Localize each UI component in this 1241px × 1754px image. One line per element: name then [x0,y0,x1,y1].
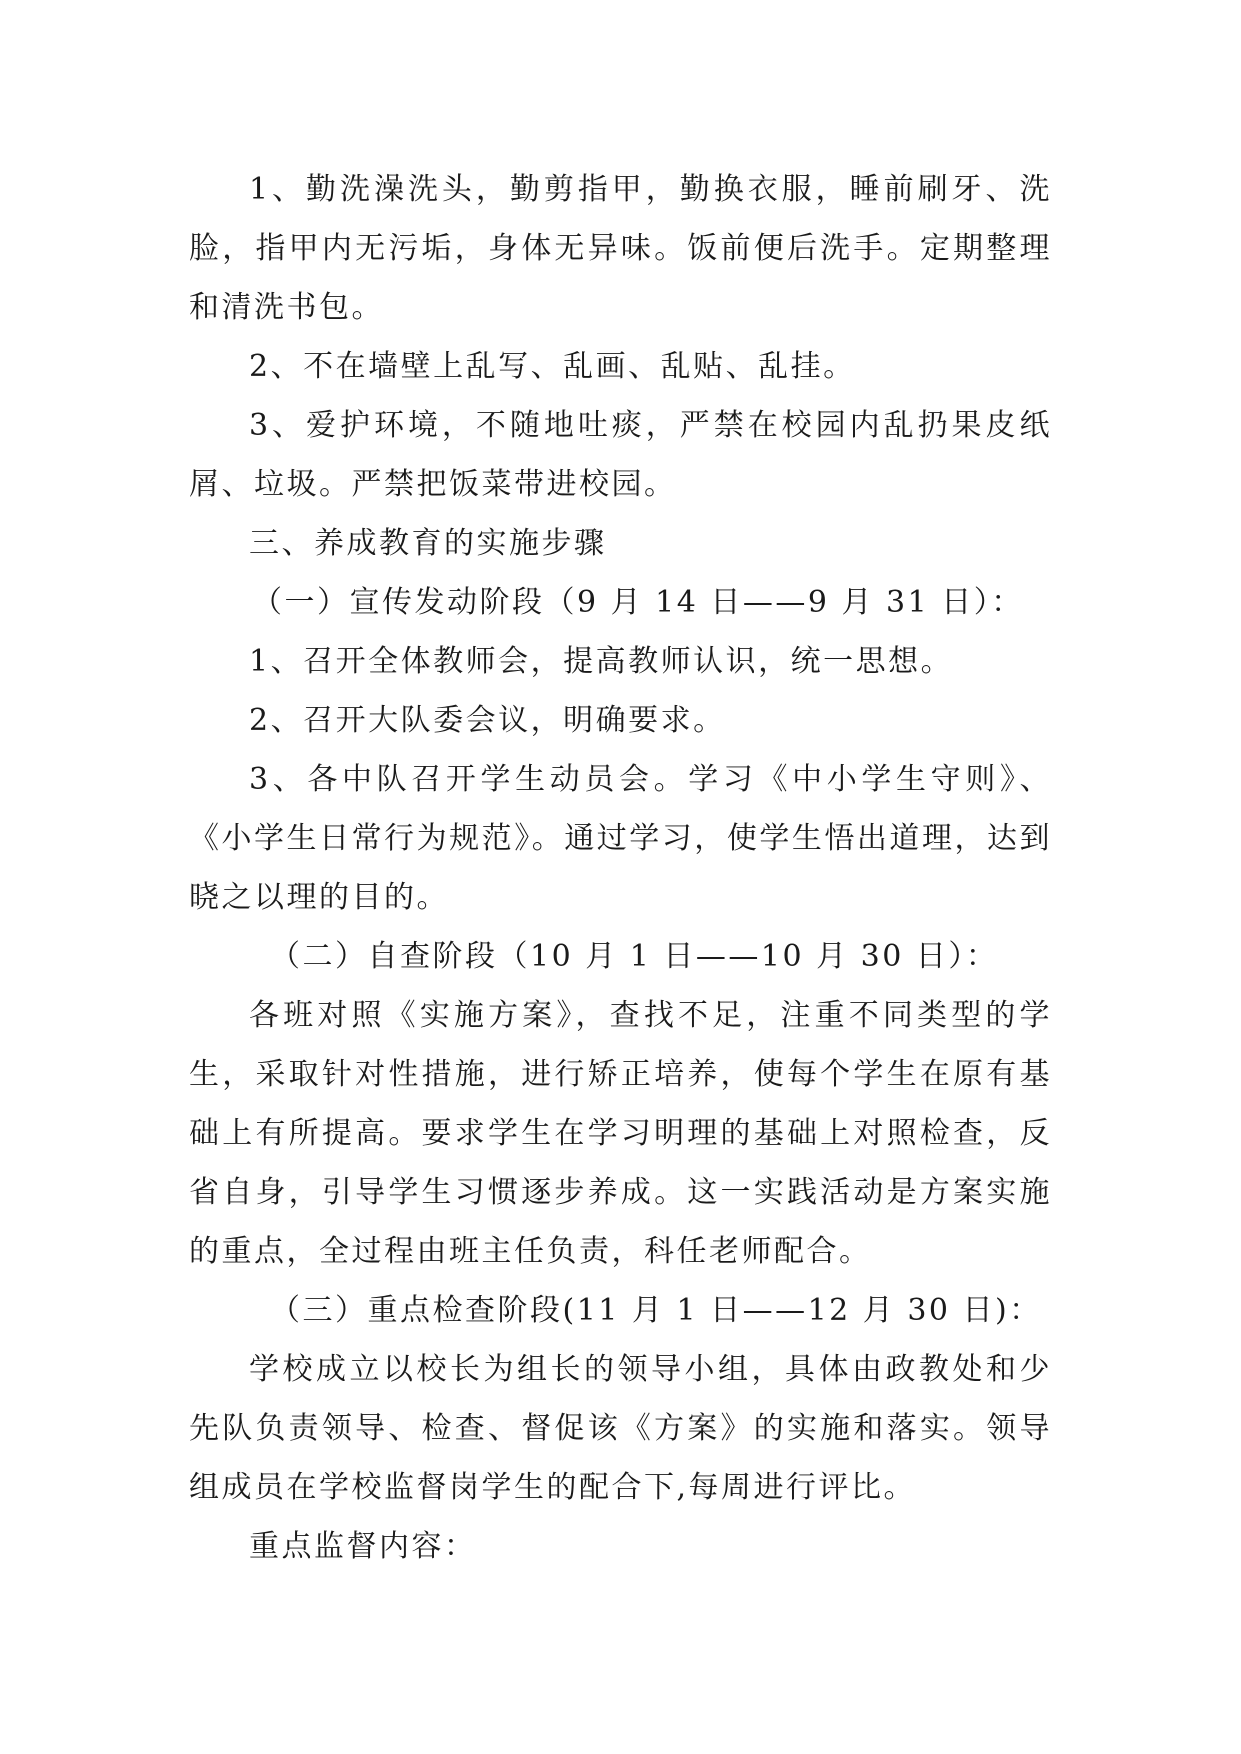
paragraph-key-inspection: 学校成立以校长为组长的领导小组，具体由政教处和少先队负责领导、检查、督促该《方案》的实施和落实。领导组成员在学校监督岗学生的配合下,每周进行评比。 [189,1352,1052,1505]
paragraph-hygiene-item-2: 2、不在墙壁上乱写、乱画、乱贴、乱挂。 [249,349,856,384]
paragraph-publicity-item-1: 1、召开全体教师会，提高教师认识，统一思想。 [249,644,954,679]
paragraph-hygiene-item-1: 1、勤洗澡洗头，勤剪指甲，勤换衣服，睡前刷牙、洗脸，指甲内无污垢，身体无异味。饭前便后洗手。定期整理和清洗书包。 [189,172,1052,325]
paragraph-hygiene-item-3: 3、爱护环境，不随地吐痰，严禁在校园内乱扔果皮纸屑、垃圾。严禁把饭菜带进校园。 [189,408,1052,502]
paragraph-publicity-item-3: 3、各中队召开学生动员会。学习《中小学生守则》、《小学生日常行为规范》。通过学习，使学生悟出道理，达到晓之以理的目的。 [189,762,1052,915]
document-body [189,160,1052,1576]
paragraph-self-check: 各班对照《实施方案》，查找不足，注重不同类型的学生，采取针对性措施，进行矫正培养，使每个学生在原有基础上有所提高。要求学生在学习明理的基础上对照检查，反省自身，引导学生习惯逐步养成。这一实践活动是方案实施的重点，全过程由班主任负责，科任老师配合。 [189,998,1052,1269]
section-heading-implementation-steps: 三、养成教育的实施步骤 [249,526,607,561]
paragraph-publicity-item-2: 2、召开大队委会议，明确要求。 [249,703,726,738]
stage-heading-key-inspection: （三）重点检查阶段(11 月 1 日——12 月 30 日)： [270,1293,1042,1328]
stage-heading-publicity: （一）宣传发动阶段（9 月 14 日——9 月 31 日）： [252,585,1024,620]
paragraph-supervision-content-label: 重点监督内容： [249,1529,477,1564]
stage-heading-self-check: （二）自查阶段（10 月 1 日——10 月 30 日）： [270,939,999,974]
